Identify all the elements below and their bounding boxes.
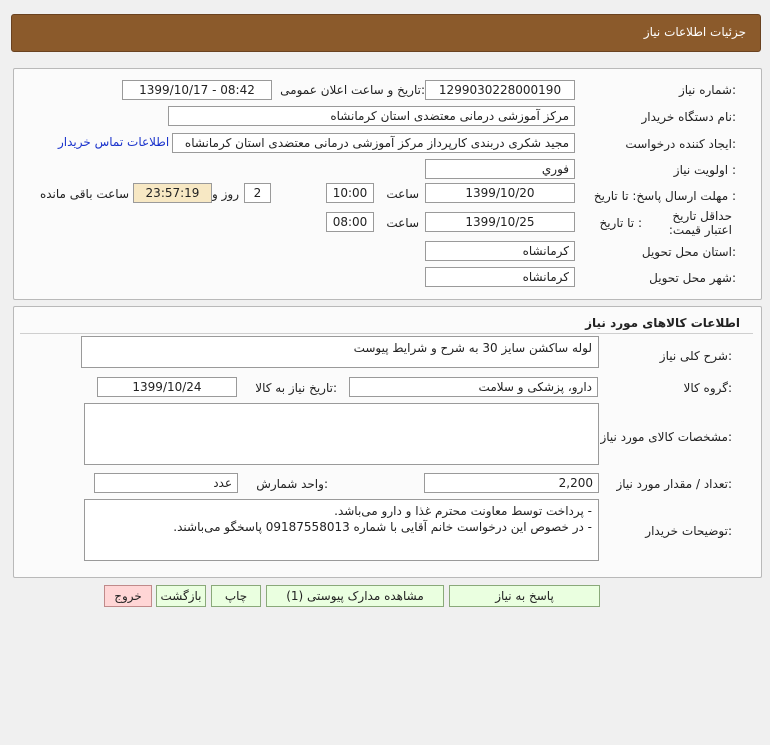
days-remaining-field: 2 [244,183,271,203]
need-date-field: 1399/10/24 [97,377,237,397]
specs-field [84,403,599,465]
section-divider [20,333,753,334]
goods-group-field: دارو، پزشکی و سلامت [349,377,598,397]
back-button[interactable]: بازگشت [156,585,206,607]
page-title: جزئیات اطلاعات نیاز [643,25,746,39]
buyer-notes-line-1: - پرداخت توسط معاونت محترم غذا و دارو می‌باشد. [334,504,592,518]
print-button[interactable]: چاپ [211,585,261,607]
need-info-panel [13,68,762,300]
deadline-label: مهلت ارسال پاسخ: تا تاریخ : [593,189,736,203]
deadline-date-field: 1399/10/20 [425,183,575,203]
quantity-label: تعداد / مقدار مورد نیاز: [616,477,732,491]
validity-time-field: 08:00 [326,212,374,232]
page-header [11,14,761,52]
days-label: روز و [212,187,239,201]
need-number-label: شماره نیاز: [678,83,736,97]
exit-button[interactable]: خروج [104,585,152,607]
deadline-time-field: 10:00 [326,183,374,203]
priority-label: اولویت نیاز : [673,163,736,177]
buyer-notes-line-2: - در خصوص این درخواست خانم آقایی با شماره 09187558013 پاسخگو می‌باشند. [173,520,592,534]
creator-label: ایجاد کننده درخواست: [625,137,736,151]
announce-date-field: 1399/10/17 - 08:42 [122,80,272,100]
validity-label: حداقل تاریخ اعتبار قیمت: [668,209,732,237]
need-number-field: 1299030228000190 [425,80,575,100]
province-field: کرمانشاه [425,241,575,261]
validity-to-label: تا تاریخ : [599,216,642,230]
buyer-label: نام دستگاه خریدار: [641,110,736,124]
unit-field: عدد [94,473,238,493]
city-label: شهر محل تحویل: [649,271,736,285]
description-field: لوله ساکشن سایز 30 به شرح و شرایط پیوست [81,336,599,368]
city-field: کرمانشاه [425,267,575,287]
announce-date-label: تاریخ و ساعت اعلان عمومی: [280,83,425,97]
quantity-field: 2,200 [424,473,599,493]
unit-label: واحد شمارش: [256,477,328,491]
buyer-contact-link[interactable]: اطلاعات تماس خریدار [58,135,170,149]
creator-field: مجید شکری دربندی کارپرداز مرکز آموزشی درمانی معتضدی استان کرمانشاه [172,133,575,153]
buyer-notes-label: توضیحات خریدار: [645,524,732,538]
deadline-time-label: ساعت [386,187,419,201]
remaining-label: ساعت باقی مانده [39,187,129,201]
specs-label: مشخصات کالای مورد نیاز: [600,430,732,444]
validity-time-label: ساعت [386,216,419,230]
reply-button[interactable]: پاسخ به نیاز [449,585,600,607]
need-date-label: تاریخ نیاز به کالا: [255,381,337,395]
buyer-notes-field [84,499,599,561]
description-label: شرح کلی نیاز: [659,349,732,363]
priority-field: فوري [425,159,575,179]
buyer-field: مرکز آموزشی درمانی معتضدی استان کرمانشاه [168,106,575,126]
validity-date-field: 1399/10/25 [425,212,575,232]
goods-section-title: اطلاعات کالاهای مورد نیاز [585,316,740,330]
province-label: استان محل تحویل: [641,245,736,259]
remaining-time-field: 23:57:19 [133,183,212,203]
goods-group-label: گروه کالا: [683,381,732,395]
view-attachments-button[interactable]: مشاهده مدارک پیوستی (1) [266,585,444,607]
